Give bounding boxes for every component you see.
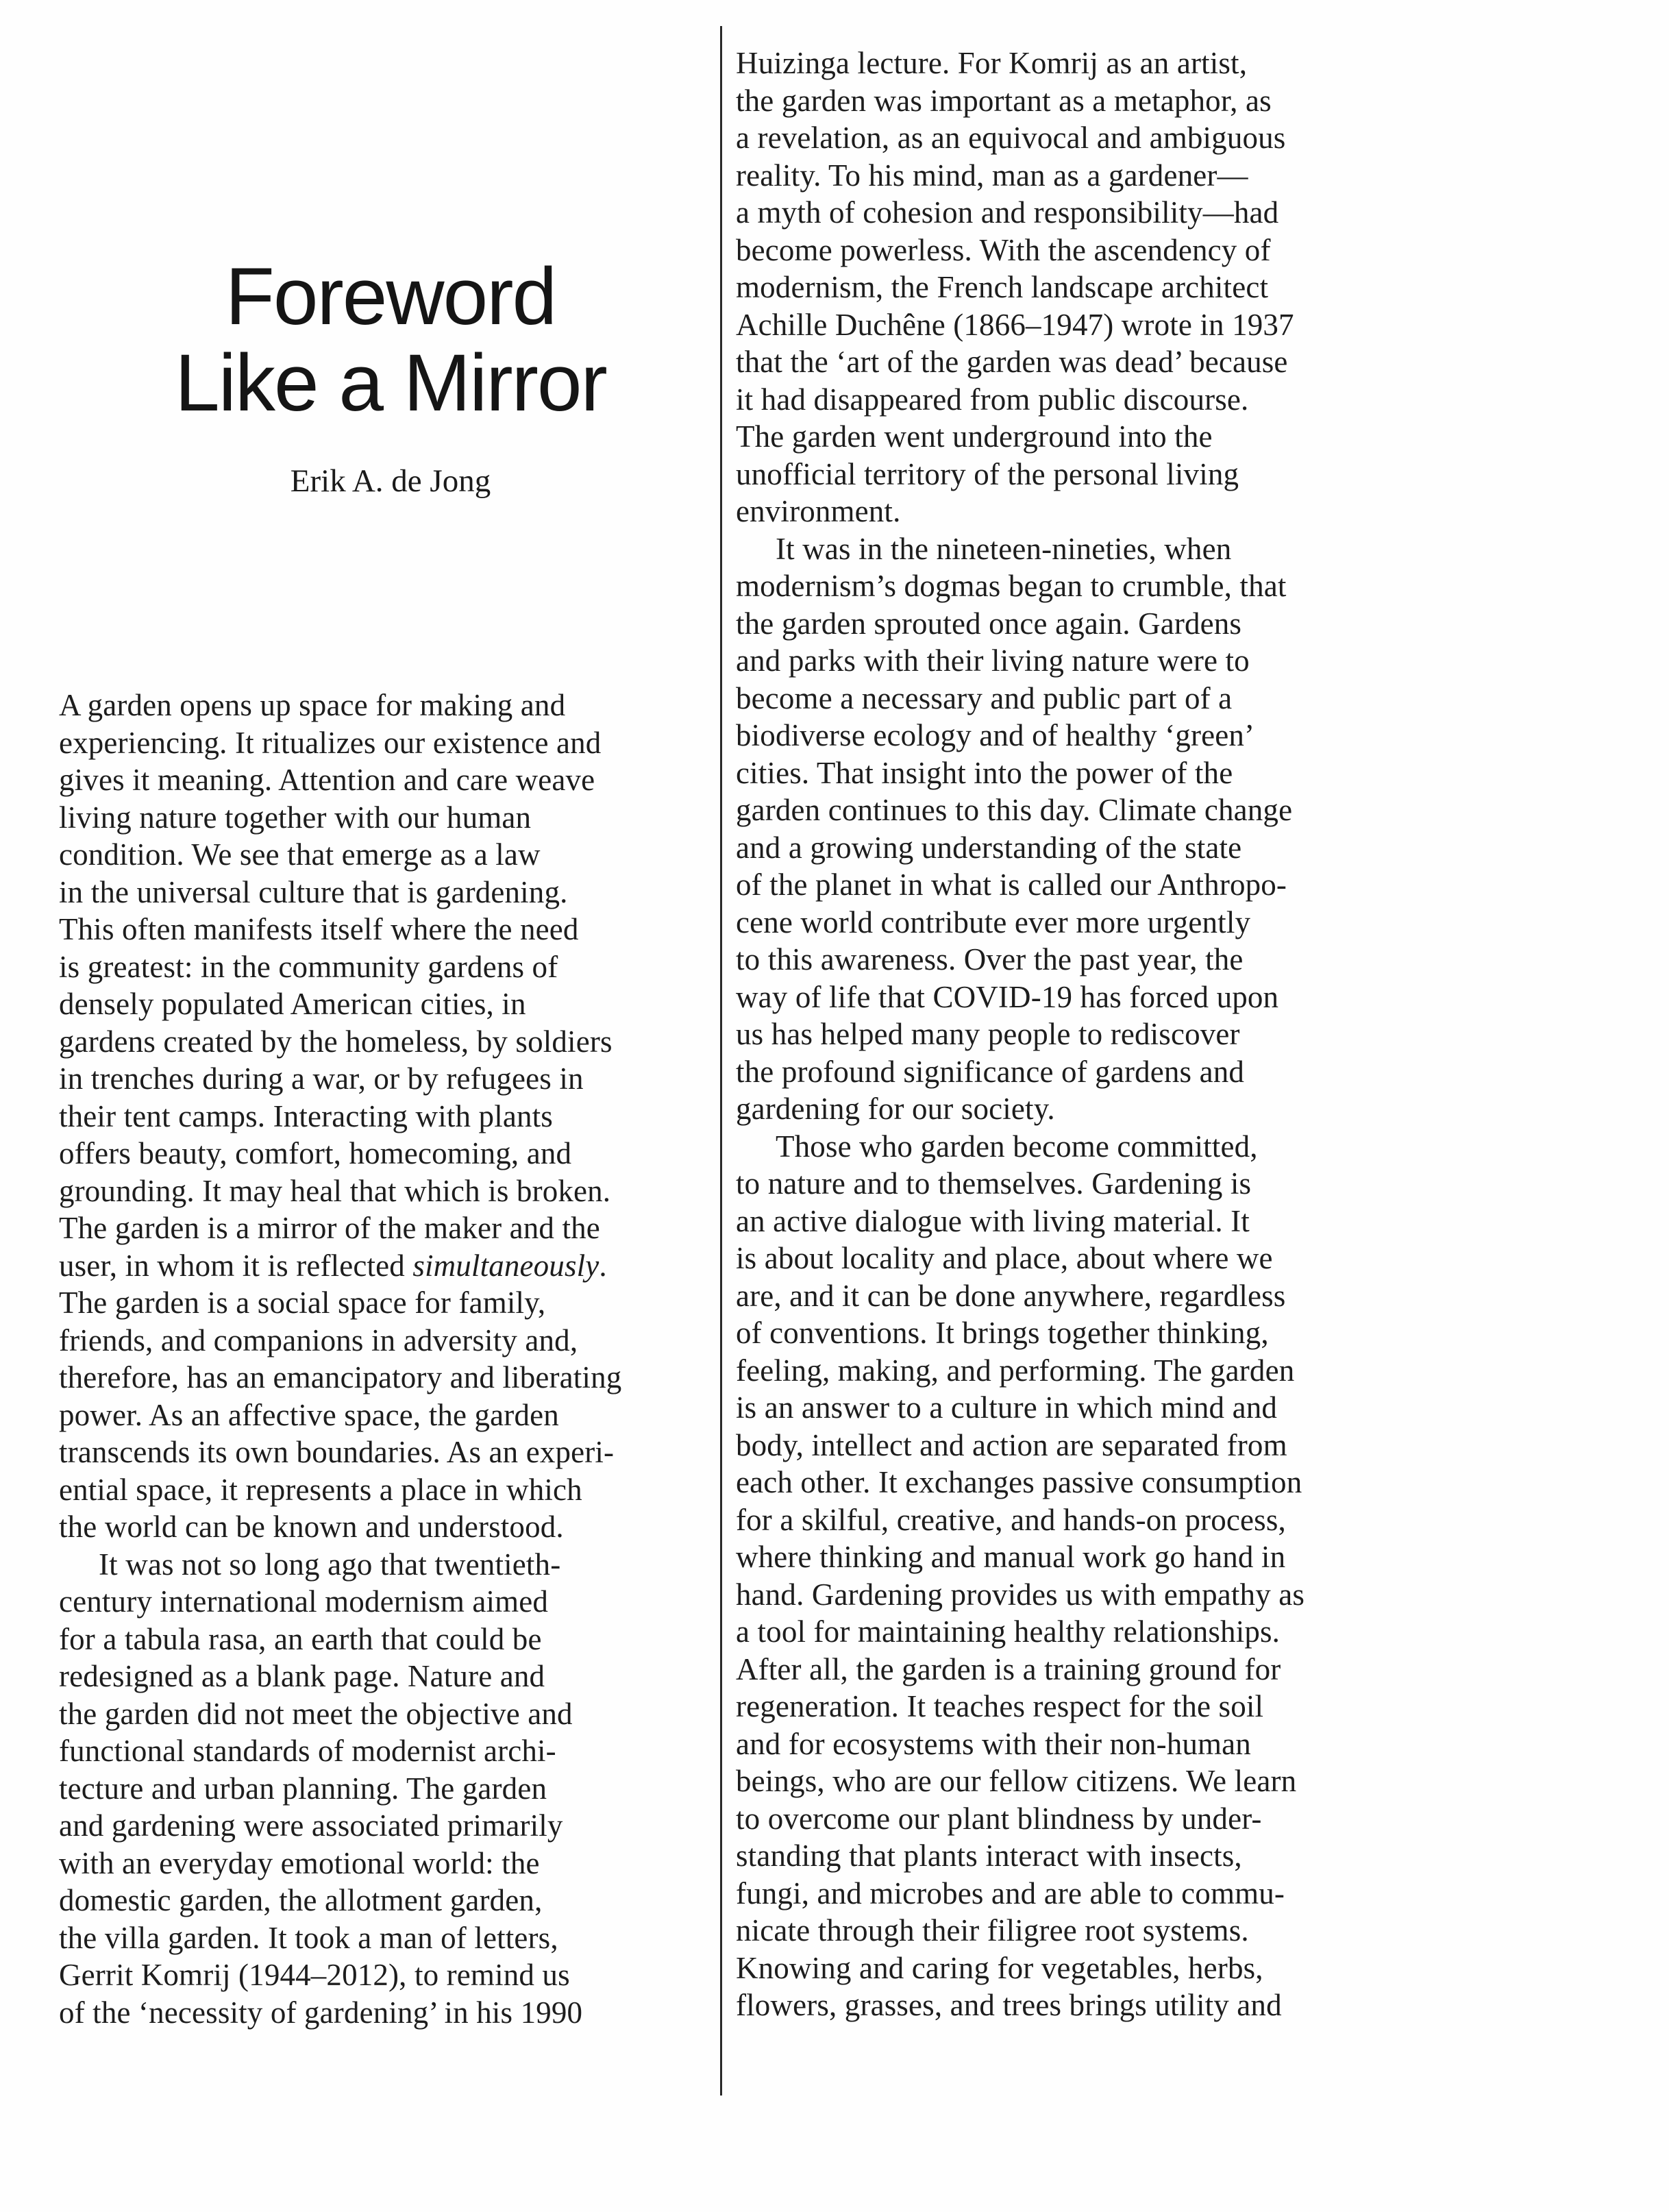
text-line: functional standards of modernist archi- (59, 1734, 556, 1768)
text-line: the garden was important as a metaphor, as (736, 83, 1272, 118)
text-line: Knowing and caring for vegetables, herbs, (736, 1950, 1263, 1985)
text-line: gardens created by the homeless, by soldiers (59, 1024, 613, 1059)
text-line: and for ecosystems with their non-human (736, 1726, 1251, 1761)
text-line: of the planet in what is called our Anthropo- (736, 868, 1287, 902)
text-line: power. As an affective space, the garden (59, 1397, 559, 1432)
text-line: their tent camps. Interacting with plants (59, 1098, 553, 1133)
text-line: After all, the garden is a training ground for (736, 1651, 1281, 1686)
text-line: cities. That insight into the power of the (736, 755, 1233, 790)
paragraph-2 (59, 1546, 717, 2032)
text-line: The garden is a social space for family, (59, 1286, 546, 1320)
text-line: hand. Gardening provides us with empathy as (736, 1577, 1305, 1612)
emphasis-text: simultaneously (412, 1248, 599, 1283)
text-line: tecture and urban planning. The garden (59, 1771, 547, 1806)
text-line: Achille Duchêne (1866–1947) wrote in 1937 (736, 307, 1294, 342)
text-line: in the universal culture that is gardening. (59, 874, 568, 909)
text-line: living nature together with our human (59, 800, 532, 835)
title-line-1: Foreword (225, 251, 556, 342)
text-line: to overcome our plant blindness by under- (736, 1801, 1262, 1836)
text-line: the garden did not meet the objective and (59, 1696, 573, 1731)
text-line: century international modernism aimed (59, 1584, 549, 1619)
text-line: is an answer to a culture in which mind and (736, 1390, 1277, 1425)
text-line: transcends its own boundaries. As an experi- (59, 1435, 615, 1469)
text-line: to this awareness. Over the past year, the (736, 942, 1244, 976)
text-line: environment. (736, 494, 901, 528)
text-line: The garden went underground into the (736, 419, 1213, 454)
text-line: A garden opens up space for making and (59, 688, 566, 722)
text-line: gives it meaning. Attention and care weave (59, 763, 595, 797)
text-line: of the ‘necessity of gardening’ in his 1990 (59, 1995, 583, 2030)
text-line: of conventions. It brings together thinking, (736, 1316, 1269, 1350)
paragraph-3 (736, 45, 1394, 530)
text-line: a myth of cohesion and responsibility—had (736, 195, 1279, 230)
text-line: Gerrit Komrij (1944–2012), to remind us (59, 1958, 570, 1992)
text-line: a revelation, as an equivocal and ambiguous (736, 121, 1286, 155)
paragraph-5 (736, 1128, 1394, 2024)
title-line-2: Like a Mirror (175, 338, 606, 428)
text-line: for a tabula rasa, an earth that could be (59, 1621, 542, 1656)
text-line: garden continues to this day. Climate change (736, 793, 1293, 827)
text-line: each other. It exchanges passive consumption (736, 1465, 1302, 1499)
text-line: unofficial territory of the personal living (736, 456, 1239, 491)
text-fragment: . (599, 1248, 607, 1283)
text-line: the garden sprouted once again. Gardens (736, 606, 1242, 641)
text-line: in trenches during a war, or by refugees in (59, 1061, 584, 1096)
text-line: to nature and to themselves. Gardening is (736, 1166, 1252, 1201)
text-line: experiencing. It ritualizes our existence and (59, 725, 602, 760)
text-line: gardening for our society. (736, 1092, 1055, 1126)
text-line: body, intellect and action are separated from (736, 1427, 1287, 1462)
text-line: it had disappeared from public discourse. (736, 382, 1249, 417)
text-line: Huizinga lecture. For Komrij as an artist, (736, 46, 1248, 80)
text-line: regeneration. It teaches respect for the soil (736, 1689, 1264, 1723)
text-line: are, and it can be done anywhere, regardless (736, 1278, 1286, 1313)
text-line: It was in the nineteen-nineties, when (776, 531, 1232, 566)
column-divider (720, 26, 722, 2096)
text-line: become powerless. With the ascendency of (736, 232, 1271, 267)
text-line: a tool for maintaining healthy relationships. (736, 1614, 1281, 1649)
text-line: and a growing understanding of the state (736, 830, 1242, 865)
text-line (59, 1247, 717, 1285)
text-line: condition. We see that emerge as a law (59, 837, 541, 872)
page-title (123, 251, 658, 428)
text-line: biodiverse ecology and of healthy ‘green’ (736, 718, 1255, 752)
text-line: redesigned as a blank page. Nature and (59, 1659, 545, 1693)
text-line: grounding. It may heal that which is broken. (59, 1173, 611, 1208)
text-line: is greatest: in the community gardens of (59, 949, 558, 984)
text-line: fungi, and microbes and are able to commu- (736, 1876, 1285, 1910)
text-line: become a necessary and public part of a (736, 680, 1233, 715)
text-line: offers beauty, comfort, homecoming, and (59, 1136, 572, 1170)
text-line: feeling, making, and performing. The garden (736, 1353, 1295, 1388)
text-line: This often manifests itself where the need (59, 912, 579, 946)
text-line: with an everyday emotional world: the (59, 1845, 540, 1880)
text-line: modernism’s dogmas began to crumble, that (736, 569, 1287, 603)
text-fragment: user, in whom it is reflected (59, 1248, 413, 1283)
text-line: The garden is a mirror of the maker and the (59, 1211, 600, 1245)
text-line: standing that plants interact with insects, (736, 1839, 1242, 1873)
text-line: modernism, the French landscape architect (736, 270, 1269, 304)
text-line: friends, and companions in adversity and, (59, 1323, 578, 1357)
text-line: Those who garden become committed, (776, 1129, 1258, 1164)
text-line: flowers, grasses, and trees brings utility and (736, 1988, 1282, 2022)
text-line: therefore, has an emancipatory and liberating (59, 1360, 622, 1394)
text-line: domestic garden, the allotment garden, (59, 1883, 543, 1917)
paragraph-4 (736, 530, 1394, 1128)
paragraph-1 (59, 687, 717, 1546)
text-line: and gardening were associated primarily (59, 1808, 563, 1843)
text-line: ential space, it represents a place in which (59, 1472, 582, 1507)
text-line: is about locality and place, about where we (736, 1241, 1273, 1275)
text-line: us has helped many people to rediscover (736, 1017, 1240, 1051)
text-line: It was not so long ago that twentieth- (99, 1547, 561, 1582)
text-line: for a skilful, creative, and hands-on process, (736, 1502, 1286, 1537)
text-line: an active dialogue with living material. It (736, 1203, 1250, 1238)
author-byline: Erik A. de Jong (290, 463, 491, 499)
text-line: the world can be known and understood. (59, 1510, 564, 1544)
text-line: and parks with their living nature were to (736, 643, 1250, 678)
text-line: nicate through their filigree root systems. (736, 1913, 1249, 1947)
text-line: where thinking and manual work go hand in (736, 1540, 1286, 1574)
text-line: cene world contribute ever more urgently (736, 905, 1251, 939)
right-column (736, 45, 1394, 2024)
text-line: way of life that COVID-19 has forced upon (736, 979, 1279, 1014)
text-line: the profound significance of gardens and (736, 1054, 1244, 1089)
text-line: densely populated American cities, in (59, 987, 526, 1021)
text-line: beings, who are our fellow citizens. We learn (736, 1764, 1297, 1798)
left-column (59, 687, 717, 2031)
text-line: the villa garden. It took a man of letters, (59, 1920, 558, 1955)
text-line: reality. To his mind, man as a gardener— (736, 158, 1248, 193)
text-line: that the ‘art of the garden was dead’ because (736, 345, 1288, 379)
